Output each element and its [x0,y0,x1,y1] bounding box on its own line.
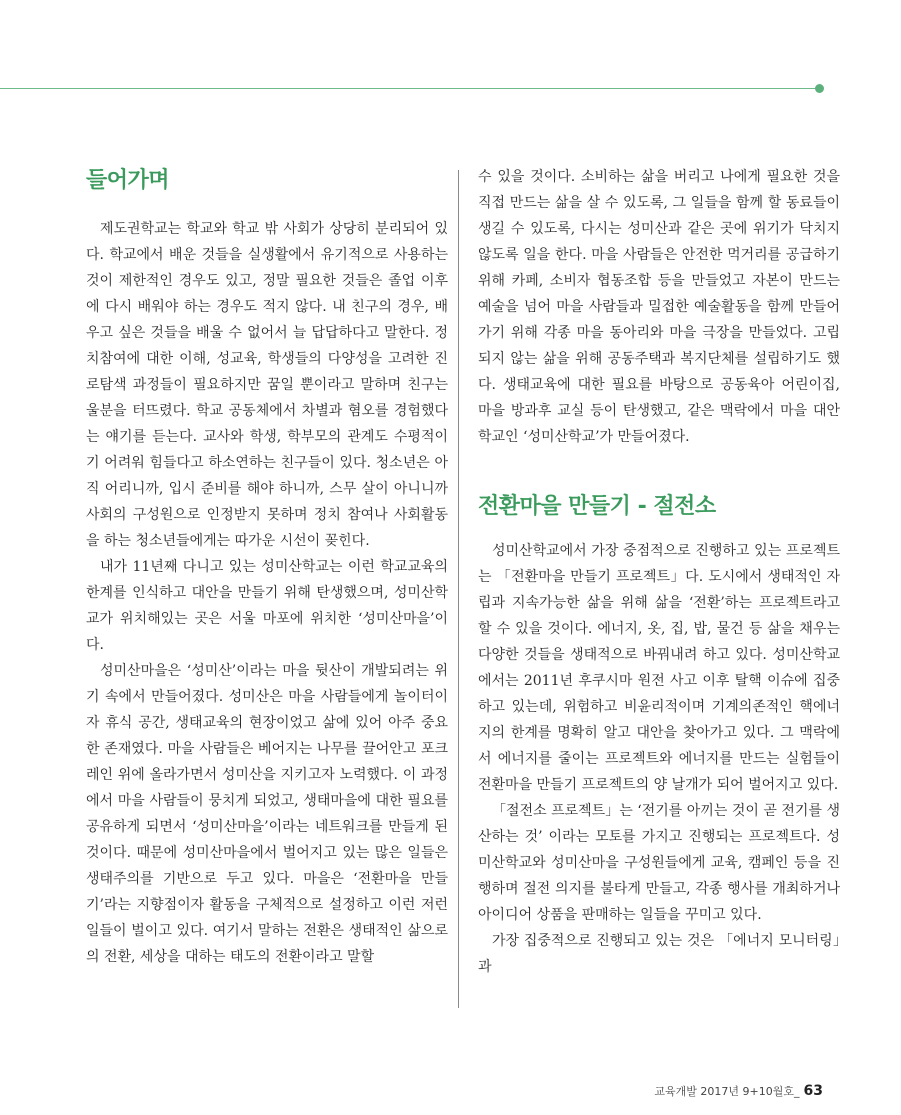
intro-paragraph-1: 제도권학교는 학교와 학교 밖 사회가 상당히 분리되어 있다. 학교에서 배운 것들을 실생활에서 유기적으로 사용하는 것이 제한적인 경우도 있고, 정말 필요한 것들은 졸업 이후에 다시 배워야 하는 경우도 적지 않다. 내 친구의 경우, 배우고 싶은 것들을 배울 수 없어서 늘 답답하다고 말한다. 정치참여에 대한 이해, 성교육, 학생들의 다양성을 고려한 진로탐색 과정들이 필요하지만 꿈일 뿐이라고 말하며 친구는 울분을 터뜨렸다. 학교 공동체에서 차별과 혐오를 경험했다는 얘기를 듣는다. 교사와 학생, 학부모의 관계도 수평적이기 어려워 힘들다고 하소연하는 친구들이 있다. 청소년은 아직 어리니까, 입시 준비를 해야 하니까, 스무 살이 아니니까 사회의 구성원으로 인정받지 못하며 정치 참여나 사회활동을 하는 청소년들에게는 따가운 시선이 꽂힌다. [86,221,448,549]
column-divider [458,170,459,1008]
page-number: 63 [803,1083,823,1099]
intro-paragraph-3: 성미산마을은 ‘성미산’이라는 마을 뒷산이 개발되려는 위기 속에서 만들어졌다. 성미산은 마을 사람들에게 놀이터이자 휴식 공간, 생태교육의 현장이었고 삶에 있어 아주 중요한 존재였다. 마을 사람들은 베어지는 나무를 끌어안고 포크레인 위에 올라가면서 성미산을 지키고자 노력했다. 이 과정에서 마을 사람들이 뭉치게 되었고, 생태마을에 대한 필요를 공유하게 되면서 ‘성미산마을’이라는 네트워크를 만들게 된 것이다. 때문에 성미산마을에서 벌어지고 있는 많은 일들은 생태주의를 기반으로 두고 있다. 마을은 ‘전환마을 만들기’라는 지향점이자 활동을 구체적으로 설정하고 이런 저런 일들이 벌이고 있다. 여기서 말하는 전환은 생태적인 삶으로의 전환, 세상을 대하는 태도의 전환이라고 말할 [86,663,448,965]
section-heading-intro: 들어가며 [86,168,170,193]
left-column [86,164,448,970]
section-heading-transition: 전환마을 만들기 - 절전소 [478,494,716,519]
transition-paragraph-1: 성미산학교에서 가장 중점적으로 진행하고 있는 프로젝트는 「전환마을 만들기 프로젝트」다. 도시에서 생태적인 자립과 지속가능한 삶을 위해 삶을 ‘전환’하는 프로젝트라고 할 수 있을 것이다. 에너지, 옷, 집, 밥, 물건 등 삶을 채우는 다양한 것들을 생태적으로 바꿔내려 하고 있다. 성미산학교에서는 2011년 후쿠시마 원전 사고 이후 탈핵 이슈에 집중하고 있는데, 위험하고 비윤리적이며 기계의존적인 핵에너지의 한계를 명확히 알고 대안을 찾아가고 있다. 그 맥락에서 에너지를 줄이는 프로젝트와 에너지를 만드는 실험들이 전환마을 만들기 프로젝트의 양 날개가 되어 벌어지고 있다. [478,543,840,793]
intro-paragraph-2: 내가 11년째 다니고 있는 성미산학교는 이런 학교교육의 한계를 인식하고 대안을 만들기 위해 탄생했으며, 성미산학교가 위치해있는 곳은 서울 마포에 위치한 ‘성미산마을’이다. [86,559,448,653]
top-rule [0,88,818,89]
intro-paragraph-3-continued: 수 있을 것이다. 소비하는 삶을 버리고 나에게 필요한 것을 직접 만드는 삶을 살 수 있도록, 그 일들을 함께 할 동료들이 생길 수 있도록, 다시는 성미산과 같은 곳에 위기가 닥치지 않도록 일을 한다. 마을 사람들은 안전한 먹거리를 공급하기 위해 카페, 소비자 협동조합 등을 만들었고 자본이 만드는 예술을 넘어 마을 사람들과 밀접한 예술활동을 함께 만들어가기 위해 각종 마을 동아리와 마을 극장을 만들었다. 고립되지 않는 삶을 위해 공동주택과 복지단체를 설립하기도 했다. 생태교육에 대한 필요를 바탕으로 공동육아 어린이집, 마을 방과후 교실 등이 탄생했고, 같은 맥락에서 마을 대안학교인 ‘성미산학교’가 만들어졌다. [478,169,840,445]
transition-paragraph-3: 가장 집중적으로 진행되고 있는 것은 「에너지 모니터링」과 [478,933,840,975]
issue-label: 교육개발 2017년 9+10월호_ [654,1085,800,1098]
page-footer [654,1083,823,1099]
transition-paragraph-2: 「절전소 프로젝트」는 ‘전기를 아끼는 것이 곧 전기를 생산하는 것’ 이라는 모토를 가지고 진행되는 프로젝트다. 성미산학교와 성미산마을 구성원들에게 교육, 캠페인 등을 진행하며 절전 의지를 불타게 만들고, 각종 행사를 개최하거나 아이디어 상품을 판매하는 일들을 꾸미고 있다. [478,803,840,923]
top-rule-dot [815,84,824,93]
right-column [478,164,840,980]
